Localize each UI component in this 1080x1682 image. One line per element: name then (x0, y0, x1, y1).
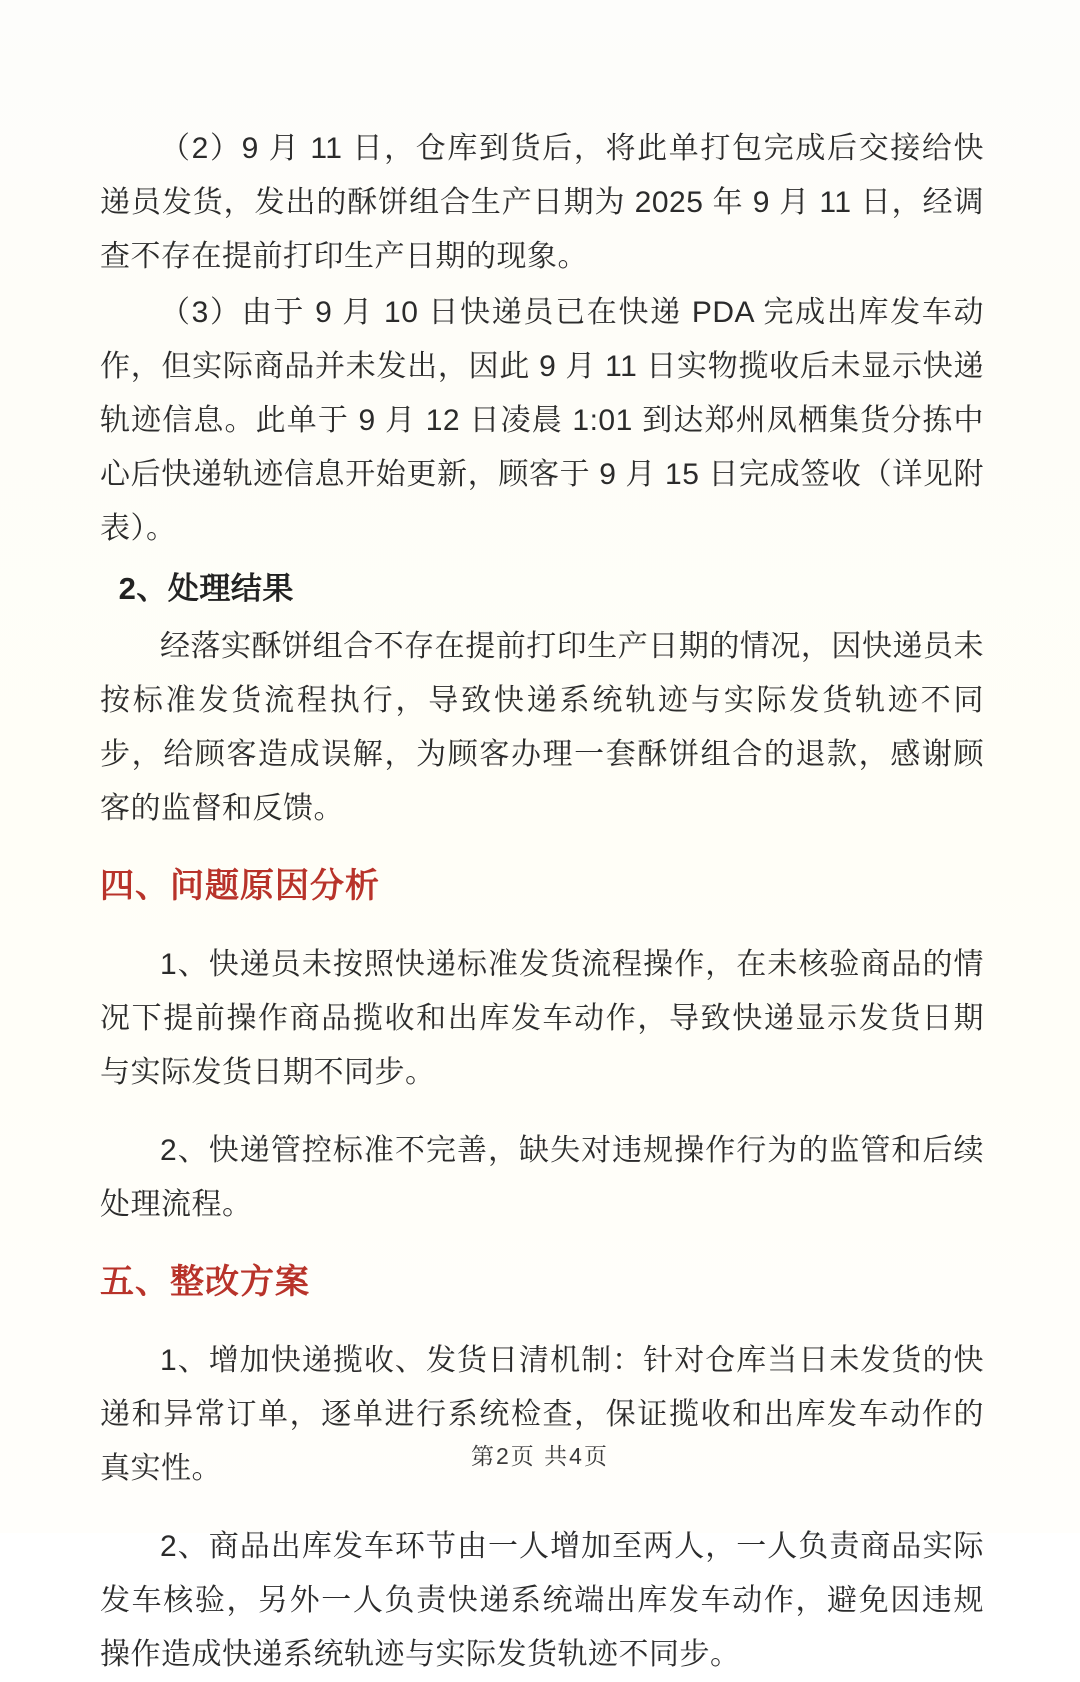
paragraph-plan-1: 1、增加快递揽收、发货日清机制：针对仓库当日未发货的快递和异常订单，逐单进行系统检查，保证揽收和出库发车动作的真实性。 (100, 1344, 984, 1485)
subheading-handling-result: 2、处理结果 (118, 571, 294, 606)
page-number-footer: 第2页 共4页 (471, 1443, 609, 1469)
paragraph-cause-2: 2、快递管控标准不完善，缺失对违规操作行为的监管和后续处理流程。 (100, 1134, 984, 1221)
section-heading-cause-analysis: 四、问题原因分析 (100, 867, 380, 905)
paragraph-refund-result: 经落实酥饼组合不存在提前打印生产日期的情况，因快递员未按标准发货流程执行，导致快递系统轨迹与实际发货轨迹不同步，给顾客造成误解，为顾客办理一套酥饼组合的退款，感谢顾客的监督和反馈。 (100, 630, 984, 825)
section-heading-rectification-plan: 五、整改方案 (100, 1263, 310, 1301)
paragraph-warehouse-shipping: （2）9 月 11 日，仓库到货后，将此单打包完成后交接给快递员发货，发出的酥饼组合生产日期为 2025 年 9 月 11 日，经调查不存在提前打印生产日期的现象。 (100, 132, 984, 273)
paragraph-courier-pda: （3）由于 9 月 10 日快递员已在快递 PDA 完成出库发车动作，但实际商品并未发出，因此 9 月 11 日实物揽收后未显示快递轨迹信息。此单于 9 月 12 日凌晨 1:01 到达郑州凤栖集货分拣中心后快递轨迹信息开始更新，顾客于 9 月 15 日完成签收（详见附表）。 (100, 296, 984, 545)
paragraph-cause-1: 1、快递员未按照快递标准发货流程操作，在未核验商品的情况下提前操作商品揽收和出库发车动作，导致快递显示发货日期与实际发货日期不同步。 (100, 948, 984, 1089)
paragraph-plan-2: 2、商品出库发车环节由一人增加至两人，一人负责商品实际发车核验，另外一人负责快递系统端出库发车动作，避免因违规操作造成快递系统轨迹与实际发货轨迹不同步。 (100, 1530, 984, 1671)
